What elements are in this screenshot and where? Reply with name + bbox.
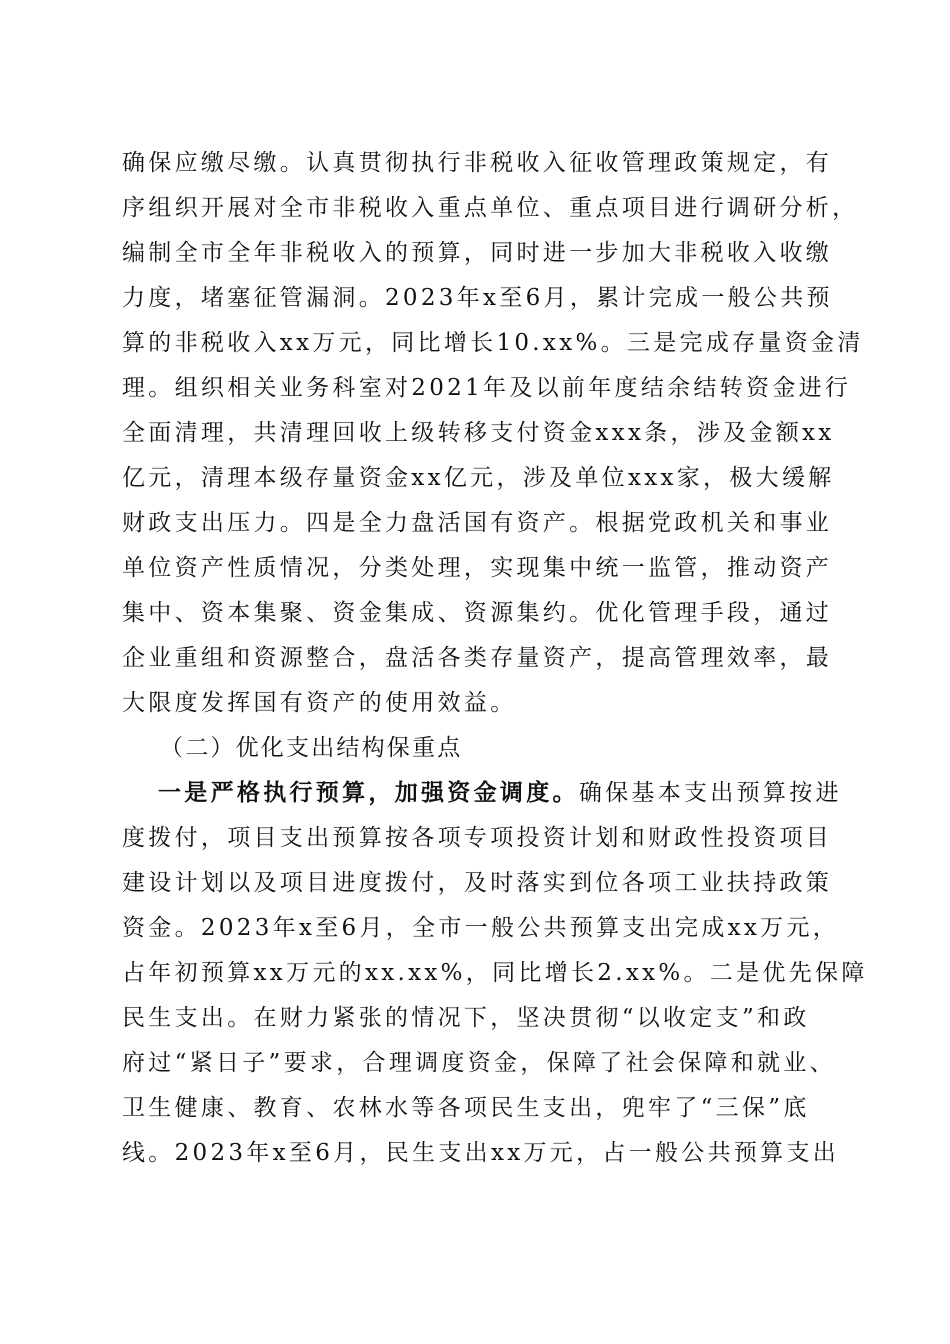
body-line: 度拨付，项目支出预算按各项专项投资计划和财政性投资项目 [122,825,833,851]
body-line: 占年初预算xx万元的xx.xx%，同比增长2.xx%。二是优先保障 [122,960,868,986]
body-line: 力度，堵塞征管漏洞。2023年x至6月，累计完成一般公共预 [122,285,833,311]
body-line: 企业重组和资源整合，盘活各类存量资产，提高管理效率，最 [122,645,833,671]
section-lead-bold: 一是严格执行预算，加强资金调度。 [158,779,579,806]
body-line: 单位资产性质情况，分类处理，实现集中统一监管，推动资产 [122,555,833,581]
body-line: 线。2023年x至6月，民生支出xx万元，占一般公共预算支出 [122,1140,840,1166]
body-line: 大限度发挥国有资产的使用效益。 [122,690,517,716]
body-line: 编制全市全年非税收入的预算，同时进一步加大非税收入收缴 [122,240,833,266]
body-line: 资金。2023年x至6月，全市一般公共预算支出完成xx万元， [122,915,840,941]
body-line: 府过“紧日子”要求，合理调度资金，保障了社会保障和就业、 [122,1050,836,1076]
body-line: 卫生健康、教育、农林水等各项民生支出，兜牢了“三保”底 [122,1095,810,1121]
body-line: 确保应缴尽缴。认真贯彻执行非税收入征收管理政策规定，有 [122,150,833,176]
body-line: 民生支出。在财力紧张的情况下，坚决贯彻“以收定支”和政 [122,1005,810,1031]
body-line: 序组织开展对全市非税收入重点单位、重点项目进行调研分析， [122,195,859,221]
section-heading: （二）优化支出结构保重点 [160,735,463,761]
body-line: 集中、资本集聚、资金集成、资源集约。优化管理手段，通过 [122,600,833,626]
section-lead-line [158,778,842,808]
body-line: 算的非税收入xx万元，同比增长10.xx%。三是完成存量资金清 [122,330,864,356]
body-line: 建设计划以及项目进度拨付，及时落实到位各项工业扶持政策 [122,870,833,896]
body-line: 财政支出压力。四是全力盘活国有资产。根据党政机关和事业 [122,510,833,536]
body-line: 亿元，清理本级存量资金xx亿元，涉及单位xxx家，极大缓解 [122,465,835,491]
body-line: 全面清理，共清理回收上级转移支付资金xxx条，涉及金额xx [122,420,835,446]
section-lead-rest: 确保基本支出预算按进 [578,780,842,806]
body-line: 理。组织相关业务科室对2021年及以前年度结余结转资金进行 [122,375,852,401]
